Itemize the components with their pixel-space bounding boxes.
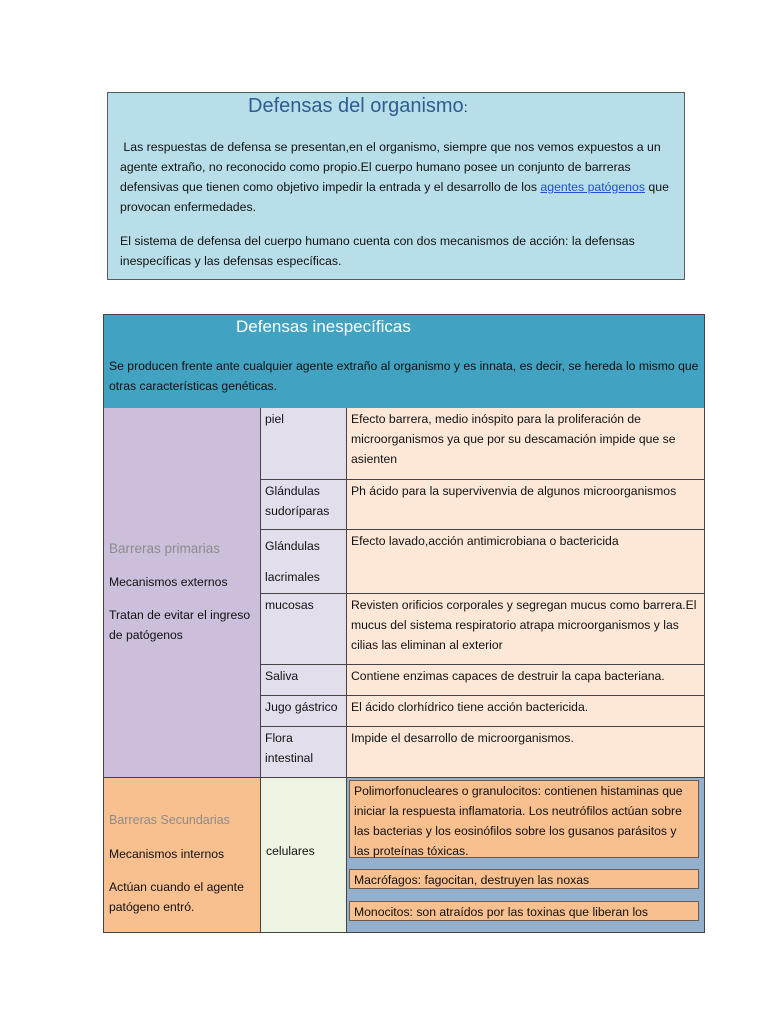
celulares-items-cell <box>347 778 704 932</box>
row-desc-piel: Efecto barrera, medio inóspito para la proliferación de microorganismos ya que por su descamación impide que se asienten <box>347 408 704 480</box>
agentes-patogenos-link[interactable]: agentes patógenos <box>540 180 646 194</box>
intro-title-colon: : <box>463 99 468 115</box>
row-name-saliva: Saliva <box>261 665 347 696</box>
secondary-line-1: Mecanismos internos <box>109 847 225 861</box>
intro-title-text: Defensas del organismo <box>248 95 464 117</box>
intro-paragraph-2: El sistema de defensa del cuerpo humano cuenta con dos mecanismos de acción: la defensas inespecíficas y las defensas específicas. <box>120 234 635 268</box>
intro-paragraph-1 <box>120 137 670 217</box>
row-name-jugo-gastrico: Jugo gástrico <box>261 696 347 727</box>
monocitos-item: Monocitos: son atraídos por las toxinas que liberan los <box>349 901 699 921</box>
row-name-piel: piel <box>261 408 347 480</box>
macrofagos-item: Macrófagos: fagocitan, destruyen las noxas <box>349 869 699 889</box>
secondary-barriers-label: Barreras Secundarias <box>109 813 230 827</box>
row-name-flora-intestinal: Flora intestinal <box>261 727 347 778</box>
row-desc-glandulas-sudoriparas: Ph ácido para la supervivenvia de algunos microorganismos <box>347 480 704 530</box>
secondary-barriers-cell <box>104 778 261 932</box>
granulocitos-item: Polimorfonucleares o granulocitos: contienen histaminas que iniciar la respuesta inflamatoria. Los neutrófilos actúan sobre las bacterias y los eosinófilos sobre los gusanos parásitos y las proteínas tóxicas. <box>349 780 699 858</box>
primary-line-2: Tratan de evitar el ingreso de patógenos <box>109 608 251 642</box>
table-title: Defensas inespecíficas <box>236 317 411 336</box>
secondary-line-2: Actúan cuando el agente patógeno entró. <box>109 880 244 914</box>
row-desc-glandulas-lacrimales: Efecto lavado,acción antimicrobiana o bactericida <box>347 530 704 594</box>
celulares-cell <box>261 778 347 932</box>
row-name-glandulas-lacrimales: Glándulas lacrimales <box>261 530 347 594</box>
intro-box <box>107 92 685 280</box>
row-desc-jugo-gastrico: El ácido clorhídrico tiene acción bactericida. <box>347 696 704 727</box>
row-desc-flora-intestinal: Impide el desarrollo de microorganismos. <box>347 727 704 778</box>
table-header <box>104 315 704 409</box>
defensas-table <box>103 314 705 933</box>
intro-paragraph-1-end: que provocan enfermedades. <box>120 180 669 214</box>
intro-paragraph-1-start: Las respuestas de defensa se presentan,en el organismo, siempre que nos vemos expuestos a un agente extraño, no reconocido como propio.El cuerpo humano posee un conjunto de barreras defensivas que tienen como objetivo impedir la entrada y el desarrollo de los <box>120 140 661 194</box>
primary-barriers-cell <box>104 408 261 778</box>
intro-title <box>248 95 468 118</box>
primary-line-1: Mecanismos externos <box>109 575 228 589</box>
celulares-label: celulares <box>266 844 315 858</box>
row-name-glandulas-sudoriparas: Glándulas sudoríparas <box>261 480 347 530</box>
row-desc-saliva: Contiene enzimas capaces de destruir la capa bacteriana. <box>347 665 704 696</box>
primary-barriers-label: Barreras primarias <box>109 541 221 556</box>
row-desc-mucosas: Revisten orificios corporales y segregan mucus como barrera.El mucus del sistema respiratorio atrapa microorganismos y las cilias las eliminan al exterior <box>347 594 704 665</box>
row-name-mucosas: mucosas <box>261 594 347 665</box>
table-description: Se producen frente ante cualquier agente extraño al organismo y es innata, es decir, se hereda lo mismo que otras características genéticas. <box>109 359 699 393</box>
